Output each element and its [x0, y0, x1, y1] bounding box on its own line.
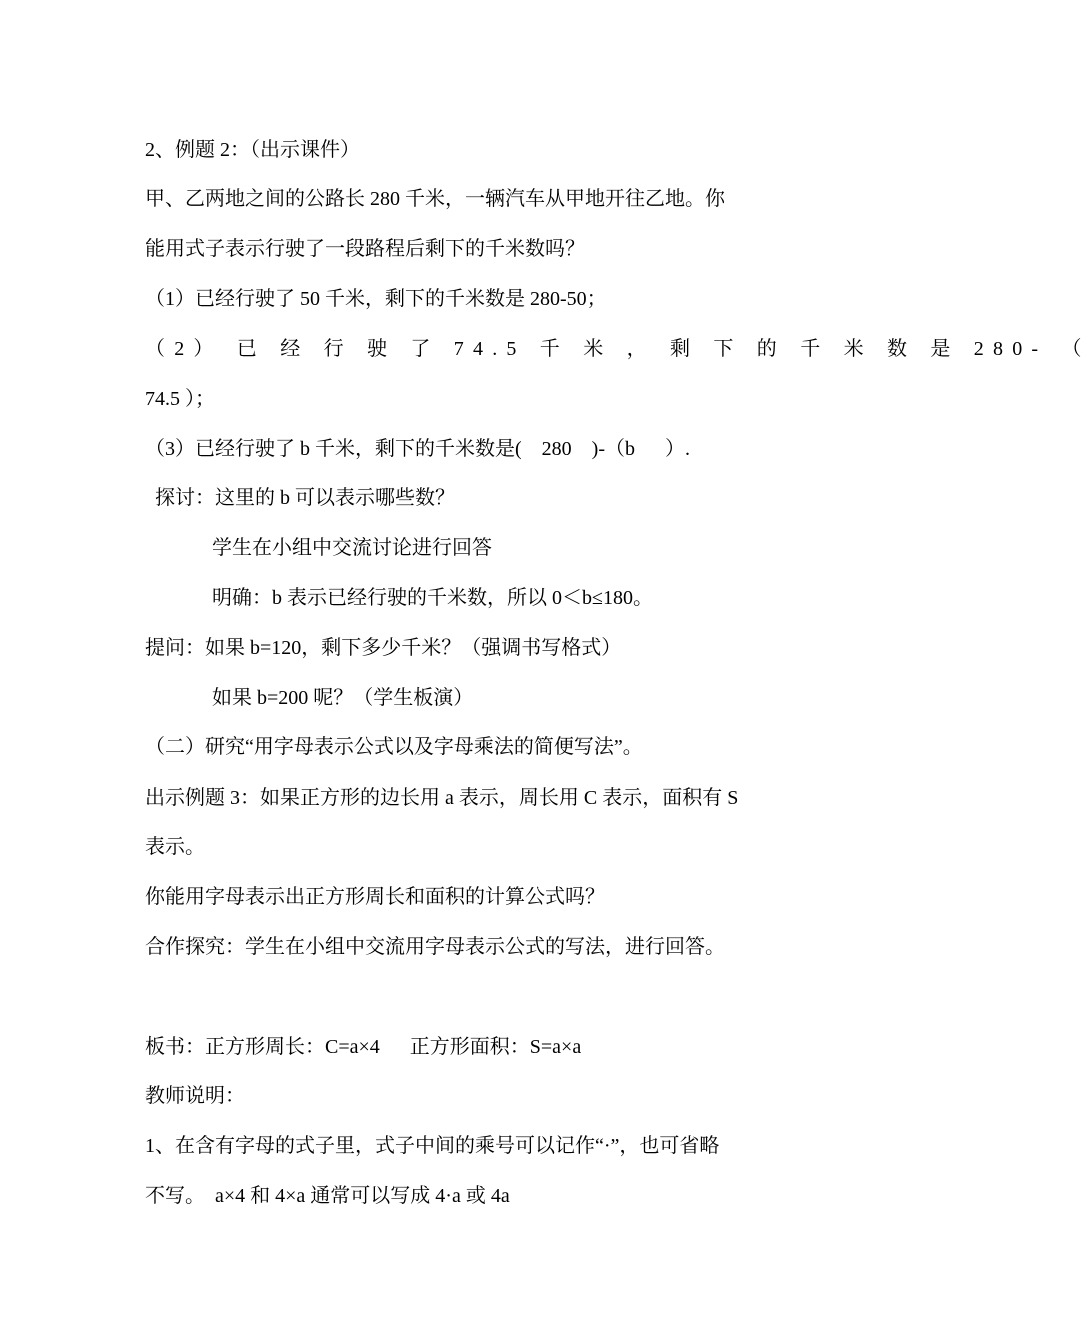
blackboard-formulas: 板书：正方形周长：C=a×4 正方形面积：S=a×a — [145, 1036, 582, 1058]
case-1-line: （1）已经行驶了 50 千米，剩下的千米数是 280-50； — [145, 288, 607, 310]
student-activity: 学生在小组中交流讨论进行回答 — [212, 537, 492, 559]
note-1-line: 1、在含有字母的式子里，式子中间的乘号可以记作“·”，也可省略 — [145, 1135, 720, 1157]
example-3-line: 出示例题 3：如果正方形的边长用 a 表示，周长用 C 表示，面积有 S — [145, 787, 739, 809]
question-line-2: 如果 b=200 呢？（学生板演） — [212, 687, 474, 709]
case-3-line: （3）已经行驶了 b 千米，剩下的千米数是( 280 )-（b ）. — [145, 438, 690, 460]
paragraph-line: 甲、乙两地之间的公路长 280 千米，一辆汽车从甲地开往乙地。你 — [145, 188, 725, 210]
section-two-heading: （二）研究“用字母表示公式以及字母乘法的简便写法”。 — [145, 736, 643, 758]
case-2-line: （2） 已 经 行 驶 了 74.5 千 米 ， 剩 下 的 千 米 数 是 280- （ — [145, 338, 1091, 360]
cooperative-inquiry-line: 合作探究：学生在小组中交流用字母表示公式的写法，进行回答。 — [145, 936, 725, 958]
note-1-continuation: 不写。 a×4 和 4×a 通常可以写成 4·a 或 4a — [145, 1185, 510, 1207]
example-2-heading: 2、例题 2：（出示课件） — [145, 139, 360, 161]
paragraph-line: 能用式子表示行驶了一段路程后剩下的千米数吗？ — [145, 238, 585, 260]
teacher-note-heading: 教师说明： — [145, 1085, 245, 1107]
discussion-question: 探讨：这里的 b 可以表示哪些数？ — [155, 487, 455, 509]
example-3-continuation: 表示。 — [145, 836, 205, 858]
clarification-line: 明确：b 表示已经行驶的千米数，所以 0＜b≤180。 — [212, 587, 653, 609]
case-2-continuation: 74.5 ）； — [145, 388, 215, 410]
question-line: 提问：如果 b=120，剩下多少千米？（强调书写格式） — [145, 637, 622, 659]
question-formula-line: 你能用字母表示出正方形周长和面积的计算公式吗？ — [145, 886, 605, 908]
